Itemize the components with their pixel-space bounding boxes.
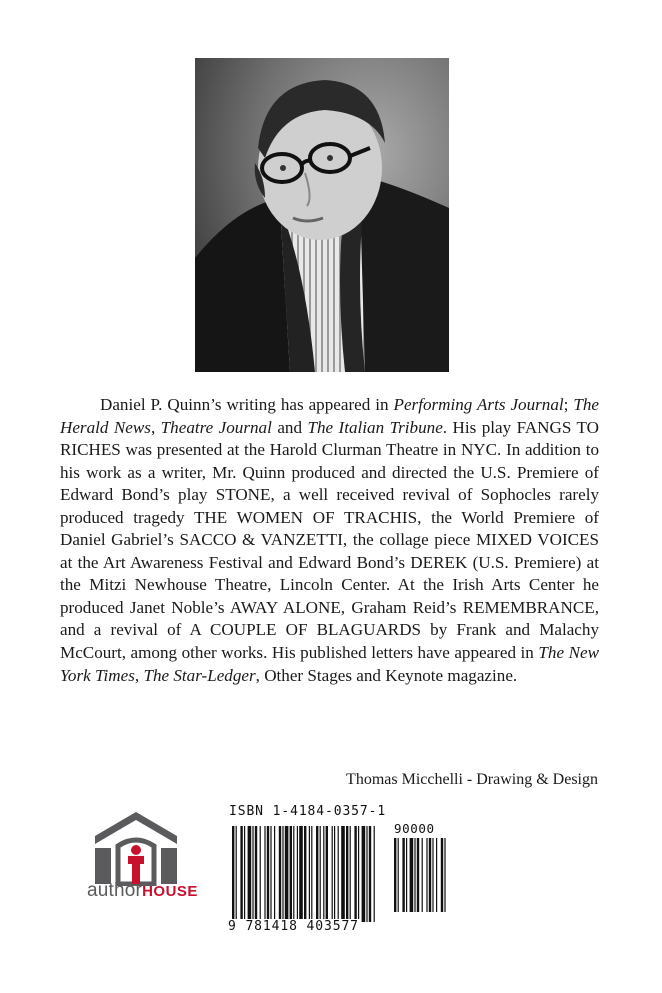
barcode-bar <box>293 826 294 922</box>
barcode-bar <box>394 838 396 912</box>
publisher-name-part: HOUSE <box>142 883 198 900</box>
barcode-bar <box>290 826 292 922</box>
barcode-bar <box>406 838 407 912</box>
barcode-bar <box>279 826 281 922</box>
price-code: 90000 <box>394 821 435 836</box>
barcode-bar <box>285 826 289 922</box>
bio-text: , <box>150 417 161 437</box>
barcode-bar <box>264 826 265 922</box>
barcode-bar <box>304 826 306 922</box>
barcode-bar <box>260 826 261 922</box>
bio-text: , Other Stages and Keynote magazine. <box>255 665 518 685</box>
barcode-bar <box>374 826 375 922</box>
publication-title: The Italian Tribune <box>307 417 443 437</box>
author-photo <box>195 58 449 372</box>
barcode-bar <box>346 826 348 922</box>
bio-text: ; <box>563 395 574 414</box>
barcode-bar <box>334 826 335 922</box>
barcode-bar <box>354 826 356 922</box>
barcode-bar <box>432 838 433 912</box>
publication-title: The Herald News <box>60 395 599 437</box>
barcode-bar <box>236 826 237 922</box>
barcode-bar <box>436 838 437 912</box>
barcode-bar <box>323 826 324 922</box>
barcode-bar <box>414 838 415 912</box>
barcode-bar <box>341 826 345 922</box>
publication-title: The Star-Ledger <box>143 665 256 685</box>
barcode-bar <box>297 826 298 922</box>
barcode-bar <box>320 826 321 922</box>
barcode-bar <box>422 838 423 912</box>
bio-text: . His play FANGS TO RICHES was presented at the Harold Clurman Theatre in NYC. In addition to his work as a writer, Mr. Quinn produced and directed the U.S. Premiere of Edward Bond’s play STONE, a well received revival of Sophocles rarely produced tragedy THE WOMEN OF TRACHIS, the World Premiere of Daniel Gabriel’s SACCO & VANZETTI, the collage piece MIXED VOICES at the Art Awareness Festival and Edward Bond’s DEREK (U.S. Premiere) at the Mitzi Newhouse Theatre, Lincoln Center. At the Irish Arts Center he produced Janet Noble’s AWAY ALONE, Graham Reid’s REMEMBRANCE, and a revival of A COUPLE OF BLAGUARDS by Frank and Malachy McCourt, among other works. His published letters have appeared in <box>60 417 599 663</box>
barcode-bar <box>244 826 245 922</box>
barcode-bar <box>402 838 404 912</box>
barcode-bar <box>232 826 234 922</box>
barcode-bar <box>369 826 371 922</box>
barcode-bar <box>358 826 359 922</box>
barcode-bar <box>316 826 318 922</box>
barcode-bar <box>429 838 431 912</box>
barcode-bar <box>326 826 328 922</box>
barcode-bar <box>248 826 252 922</box>
publisher-name <box>87 880 198 902</box>
barcode-bar <box>252 826 253 922</box>
barcode-bar <box>267 826 269 922</box>
publication-title: Theatre Journal <box>160 417 272 437</box>
barcode-bar <box>338 826 339 922</box>
house-icon <box>70 806 210 886</box>
barcode-bar <box>410 838 414 912</box>
barcode-bar <box>441 838 443 912</box>
barcode-bar <box>240 826 242 922</box>
barcode-bar <box>350 826 351 922</box>
publisher-name-part: author <box>87 880 143 901</box>
barcode-bar <box>282 826 283 922</box>
barcode-bar <box>426 838 427 912</box>
publication-title: Performing Arts Journal <box>393 395 564 414</box>
barcode-bar <box>255 826 257 922</box>
barcode-bar <box>270 826 271 922</box>
barcode-bar <box>417 838 419 912</box>
barcode-bar <box>309 826 310 922</box>
publication-title: The New York Times <box>60 643 599 685</box>
bio-text: , <box>134 665 144 685</box>
author-bio <box>60 394 599 687</box>
barcode-bar <box>311 826 312 922</box>
barcode-bar <box>274 826 275 922</box>
bio-text: Daniel P. Quinn’s writing has appeared in <box>100 395 394 414</box>
isbn-text: ISBN 1-4184-0357-1 <box>229 804 387 819</box>
barcode-bar <box>362 826 366 922</box>
ean-number: 9 781418 403577 <box>228 919 359 934</box>
barcode-bar <box>398 838 399 912</box>
barcode-bar <box>366 826 367 922</box>
barcode-bar <box>444 838 445 912</box>
bio-text: and <box>271 417 308 437</box>
barcode-bar <box>299 826 303 922</box>
barcode-bar <box>332 826 333 922</box>
design-credit: Thomas Micchelli - Drawing & Design <box>346 771 598 788</box>
